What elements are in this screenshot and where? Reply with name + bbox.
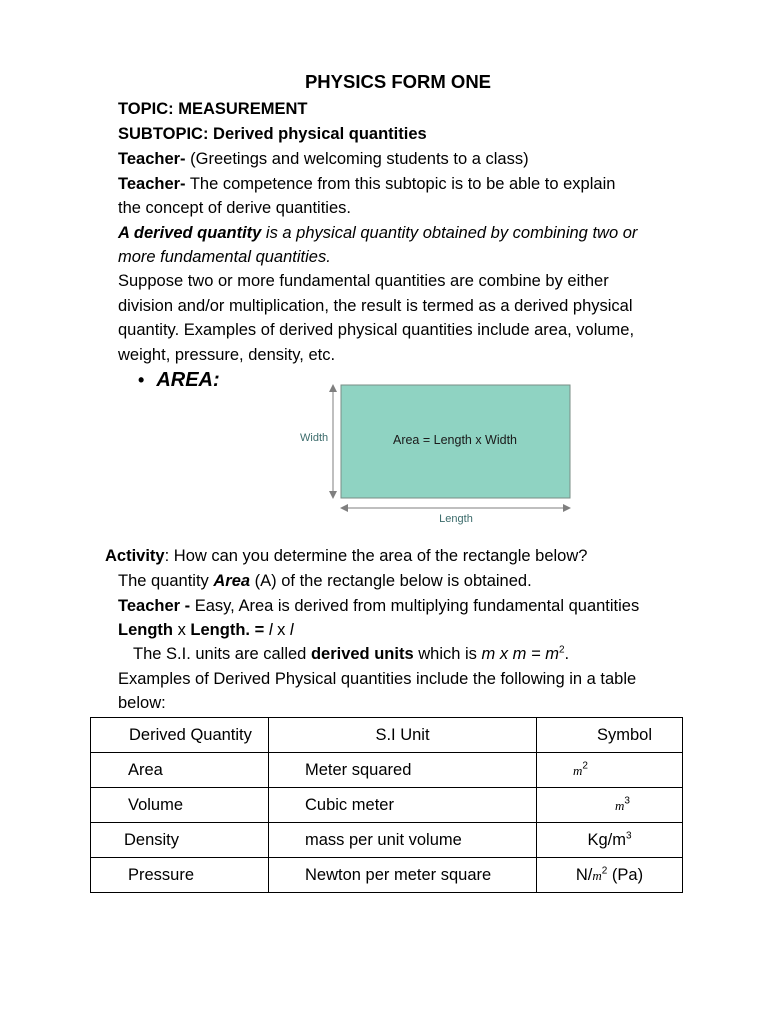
activity-text: : How can you determine the area of the rectangle below? bbox=[164, 547, 588, 565]
cell-quantity: Volume bbox=[91, 788, 269, 823]
quantity-post: (A) of the rectangle below is obtained. bbox=[250, 572, 532, 590]
table-header-row bbox=[91, 718, 683, 753]
l-symbol: l bbox=[289, 621, 294, 639]
teacher-greeting-line bbox=[118, 149, 529, 169]
length-equals: Length. = bbox=[190, 621, 265, 639]
paragraph-line-2: division and/or multiplication, the result is termed as a derived physical bbox=[118, 297, 633, 315]
symbol-superscript: 2 bbox=[582, 760, 588, 771]
header-derived-quantity: Derived Quantity bbox=[91, 718, 269, 753]
cell-unit: mass per unit volume bbox=[269, 823, 537, 858]
table-row bbox=[91, 753, 683, 788]
cell-quantity: Pressure bbox=[91, 858, 269, 893]
paragraph-line-4: weight, pressure, density, etc. bbox=[118, 346, 336, 364]
table-row bbox=[91, 823, 683, 858]
examples-line-1: Examples of Derived Physical quantities include the following in a table bbox=[118, 670, 637, 688]
paragraph-line-3: quantity. Examples of derived physical quantities include area, volume, bbox=[118, 321, 635, 339]
derived-quantities-table bbox=[90, 717, 683, 893]
length-label: Length bbox=[439, 513, 473, 525]
subtopic-line: SUBTOPIC: Derived physical quantities bbox=[118, 125, 427, 143]
symbol-unit-m: m bbox=[592, 867, 602, 883]
cell-symbol bbox=[537, 823, 683, 858]
quantity-line bbox=[118, 571, 532, 591]
cell-symbol bbox=[537, 788, 683, 823]
times-sign: x bbox=[272, 621, 290, 639]
paragraph-line-1: Suppose two or more fundamental quantities are combine by either bbox=[118, 272, 609, 290]
header-si-unit: S.I Unit bbox=[269, 718, 537, 753]
header-symbol: Symbol bbox=[537, 718, 683, 753]
symbol-text: Kg/m bbox=[587, 830, 626, 849]
teacher-competence-text: The competence from this subtopic is to be able to explain bbox=[185, 175, 616, 193]
teacher-greeting-text: (Greetings and welcoming students to a class) bbox=[185, 150, 529, 168]
teacher-easy-text: Easy, Area is derived from multiplying fundamental quantities bbox=[190, 597, 640, 615]
page-title: PHYSICS FORM ONE bbox=[304, 71, 492, 92]
si-units-line bbox=[133, 644, 569, 664]
activity-line bbox=[105, 546, 587, 566]
symbol-superscript: 3 bbox=[624, 795, 630, 806]
symbol-superscript: 3 bbox=[625, 830, 632, 841]
cell-quantity: Density bbox=[91, 823, 269, 858]
width-label: Width bbox=[300, 432, 329, 444]
cell-symbol bbox=[537, 858, 683, 893]
length-arrow-right-icon bbox=[563, 504, 571, 512]
area-diagram bbox=[296, 380, 580, 530]
length-formula-line bbox=[118, 620, 294, 640]
length-arrow-left-icon bbox=[340, 504, 348, 512]
teacher-easy-line bbox=[118, 596, 639, 616]
definition-text: is a physical quantity obtained by combining two or bbox=[261, 224, 638, 242]
table-row bbox=[91, 858, 683, 893]
table-row bbox=[91, 788, 683, 823]
symbol-text: m bbox=[573, 762, 583, 778]
activity-label: Activity bbox=[105, 547, 165, 565]
width-arrow-down-icon bbox=[329, 491, 337, 499]
si-formula: m x m = m bbox=[481, 645, 559, 663]
si-pre: The S.I. units are called bbox=[133, 645, 311, 663]
cell-unit: Cubic meter bbox=[269, 788, 537, 823]
teacher-label: Teacher- bbox=[118, 150, 186, 168]
si-end: . bbox=[564, 645, 570, 663]
width-arrow-up-icon bbox=[329, 384, 337, 392]
symbol-superscript: 2 bbox=[601, 865, 608, 876]
l-symbol: l bbox=[268, 621, 273, 639]
symbol-text: m bbox=[615, 797, 625, 813]
derived-units-term: derived units bbox=[310, 645, 414, 663]
teacher-competence-cont: the concept of derive quantities. bbox=[118, 199, 351, 217]
definition-cont: more fundamental quantities. bbox=[118, 248, 331, 266]
cell-unit: Newton per meter square bbox=[269, 858, 537, 893]
si-mid: which is bbox=[413, 645, 482, 663]
area-bullet bbox=[138, 369, 220, 392]
definition-line bbox=[118, 223, 637, 243]
teacher-dash-label: Teacher - bbox=[118, 597, 191, 615]
cell-quantity: Area bbox=[91, 753, 269, 788]
symbol-suffix: (Pa) bbox=[607, 865, 644, 884]
teacher-competence-line bbox=[118, 174, 615, 194]
si-superscript: 2 bbox=[558, 644, 565, 656]
examples-line-2: below: bbox=[118, 694, 166, 712]
bullet-dot-icon: • bbox=[138, 370, 145, 390]
cell-symbol bbox=[537, 753, 683, 788]
quantity-pre: The quantity bbox=[118, 572, 214, 590]
symbol-text: N/ bbox=[575, 865, 593, 884]
definition-term: A derived quantity bbox=[118, 224, 262, 242]
cell-unit: Meter squared bbox=[269, 753, 537, 788]
teacher-label: Teacher- bbox=[118, 175, 186, 193]
times-sign: x bbox=[173, 621, 191, 639]
area-formula: Area = Length x Width bbox=[392, 433, 518, 447]
topic-line: TOPIC: MEASUREMENT bbox=[118, 100, 308, 118]
length-word: Length bbox=[118, 621, 173, 639]
quantity-area: Area bbox=[213, 572, 251, 590]
area-heading: AREA: bbox=[156, 369, 220, 391]
